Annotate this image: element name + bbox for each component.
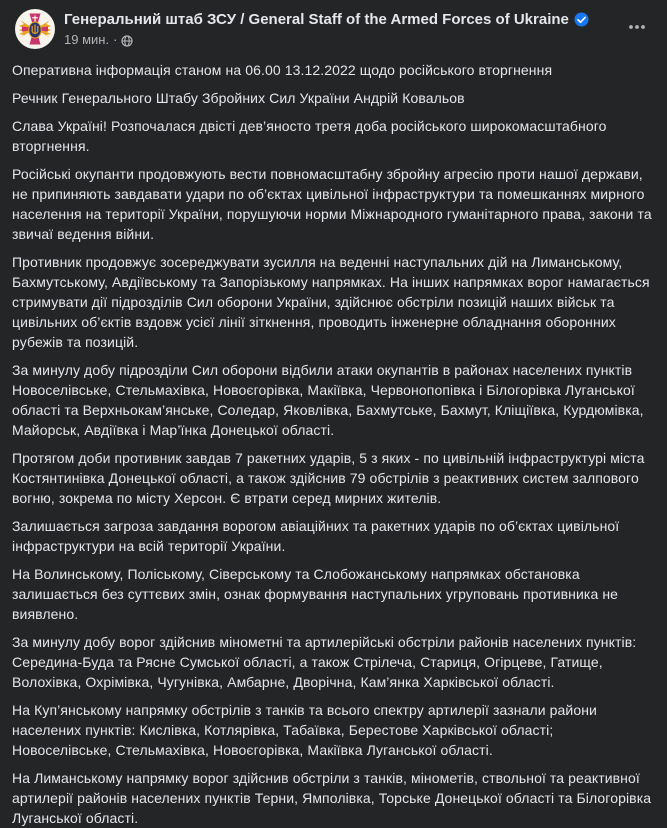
post-body xyxy=(0,51,667,828)
header-text-block xyxy=(64,9,621,48)
verified-badge-icon xyxy=(574,12,589,27)
page-name-link[interactable]: Генеральний штаб ЗСУ / General Staff of the Armed Forces of Ukraine xyxy=(64,11,569,28)
globe-public-icon xyxy=(121,35,133,47)
meta-separator: · xyxy=(113,32,118,47)
page-name-row xyxy=(64,10,621,29)
post-paragraph: На Лиманському напрямку ворог здійснив обстріли з танків, мінометів, ствольної та реактивної артилерії районів населених пунктів Терни, Ямполівка, Торське Донецької області та Білогорівка Луганської області. xyxy=(12,770,652,826)
post-meta-link[interactable] xyxy=(64,32,621,48)
post-header xyxy=(0,0,667,51)
page-avatar[interactable] xyxy=(15,9,55,49)
post-paragraph: На Куп’янському напрямку обстрілів з танків та всього спектру артилерії зазнали райони населених пунктів: Кислівка, Котлярівка, Табаївка, Берестове Харківської області; Новоселівське, Стельмахівка, Новоєгорівка, Макіївка Луганської області. xyxy=(12,702,597,758)
post-options-button[interactable] xyxy=(621,11,653,43)
general-staff-emblem-icon xyxy=(15,9,55,49)
post-paragraph: На Волинському, Поліському, Сіверському та Слобожанському напрямках обстановка залишається без суттєвих змін, ознак формування наступальних угруповань противника не виявлено. xyxy=(12,566,619,622)
post-paragraph: Противник продовжує зосереджувати зусилля на веденні наступальних дій на Лиманському, Бахмутському, Авдіївському та Запорізькому напрямках. На інших напрямках ворог намагається стримувати дії підрозділів Сил оборони України, здійснює обстріли позицій наших військ та цивільних об’єктів вздовж усієї лінії зіткнення, проводить інженерне обладнання оборонних рубежів та позицій. xyxy=(12,254,650,350)
post-paragraph: Слава Україні! Розпочалася двісті дев’яносто третя доба російського широкомасштабного вторгнення. xyxy=(12,118,607,154)
post-paragraph: Російські окупанти продовжують вести повномасштабну збройну агресію проти нашої держави, не припиняють завдавати удари по об’єктах цивільної інфраструктури та помешканнях мирного населення на території України, порушуючи норми Міжнародного гуманітарного права, закони та звичаї ведення війни. xyxy=(12,166,652,242)
post-paragraph: Речник Генерального Штабу Збройних Сил України Андрій Ковальов xyxy=(12,90,465,106)
post-paragraph: За минулу добу ворог здійснив мінометні та артилерійські обстріли районів населених пунктів: Середина-Буда та Рясне Сумської області, а також Стрілеча, Стариця, Огірцеве, Гатище, Волохівка, Охрімівка, Чугунівка, Амбарне, Дворічна, Кам’янка Харківської області. xyxy=(12,634,637,690)
post-paragraph: Оперативна інформація станом на 06.00 13.12.2022 щодо російського вторгнення xyxy=(12,62,553,78)
post-paragraph: Протягом доби противник завдав 7 ракетних ударів, 5 з яких - по цивільній інфраструктурі міста Костянтинівка Донецької області, а також здійснив 79 обстрілів з реактивних систем залпового вогню, зокрема по місту Херсон. Є втрати серед мирних жителів. xyxy=(12,450,645,506)
post-timestamp: 19 мин. xyxy=(64,32,110,47)
post-paragraph: Залишається загроза завдання ворогом авіаційних та ракетних ударів по об’єктах цивільної інфраструктури на всій території України. xyxy=(12,518,620,554)
ellipsis-icon xyxy=(627,17,647,37)
post-paragraph: За минулу добу підрозділи Сил оборони відбили атаки окупантів в районах населених пунктів Новоселівське, Стельмахівка, Новоєгорівка, Макіївка, Червонопопівка і Білогорівка Луганської області та Верхньокам’янське, Соледар, Яковлівка, Бахмутське, Бахмут, Кліщіївка, Курдюмівка, Майорськ, Авдіївка і Мар’їнка Донецької області. xyxy=(12,362,644,438)
